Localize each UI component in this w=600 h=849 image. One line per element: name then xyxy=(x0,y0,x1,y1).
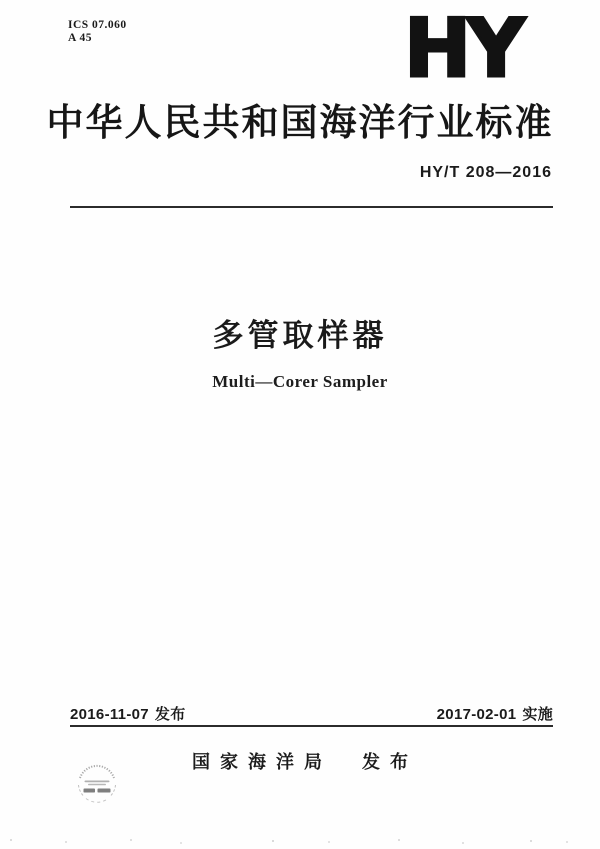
ics-block xyxy=(68,19,127,44)
hy-logo: HY xyxy=(404,2,521,95)
publisher-action: 发布 xyxy=(362,752,418,772)
header-divider xyxy=(70,206,553,208)
implementation-date-value: 2017-02-01 xyxy=(436,706,517,723)
issue-date-value: 2016-11-07 xyxy=(70,706,149,723)
circular-watermark-stamp-icon xyxy=(72,757,122,807)
document-title-en: Multi—Corer Sampler xyxy=(212,372,388,391)
issue-date-label: 发布 xyxy=(154,706,186,723)
dates-row xyxy=(70,703,553,724)
publisher-org: 国家海洋局 xyxy=(192,752,332,772)
standard-number: HY/T 208—2016 xyxy=(419,164,552,181)
implementation-date-label: 实施 xyxy=(522,706,553,723)
ics-class-code: A 45 xyxy=(68,31,93,44)
standard-org-title: 中华人民共和国海洋行业标准 xyxy=(46,102,554,143)
issue-date xyxy=(70,703,186,724)
document-title-cn: 多管取样器 xyxy=(212,318,388,353)
footer-divider xyxy=(70,725,553,727)
implementation-date xyxy=(437,703,553,724)
scan-noise-speckles xyxy=(10,839,12,841)
ics-code: ICS 07.060 xyxy=(68,19,127,31)
